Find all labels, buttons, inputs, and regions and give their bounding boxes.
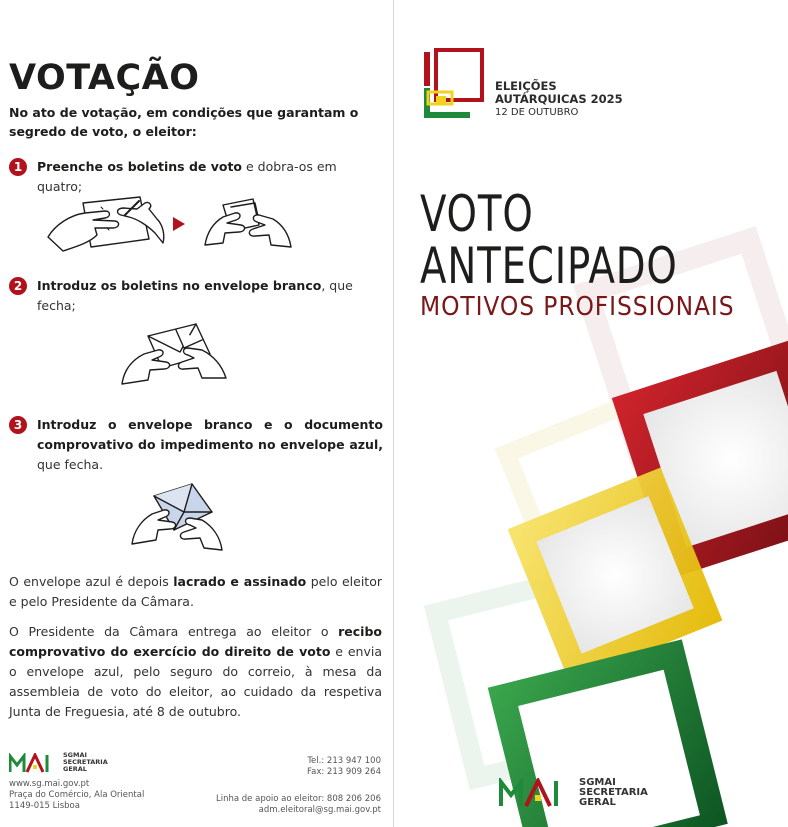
paragraph-bold-text: lacrado e assinado	[173, 574, 307, 589]
paragraph-text: pelo eleitor e pelo Presidente da Câmara.	[9, 574, 382, 609]
mai-logo-icon	[499, 778, 573, 808]
step-1	[9, 157, 383, 197]
fax-number: Fax: 213 909 264	[307, 767, 381, 777]
hands-white-envelope-icon	[118, 318, 230, 392]
sg-line3: GERAL	[63, 765, 87, 773]
mai-logo-large	[499, 778, 648, 808]
website-link[interactable]: www.sg.mai.gov.pt	[9, 779, 90, 789]
phone-number: Tel.: 213 947 100	[307, 756, 381, 766]
arrow-right-icon	[173, 217, 185, 231]
sg-line2: SECRETARIA	[579, 787, 648, 798]
mai-logo	[9, 752, 209, 773]
votacao-title: VOTAÇÃO	[9, 58, 200, 98]
hands-fill-ballot-icon	[45, 195, 295, 257]
sg-line3: GERAL	[579, 797, 616, 808]
step-number: 2	[9, 277, 27, 295]
elections-date: 12 DE OUTUBRO	[495, 107, 579, 118]
footer-right	[191, 756, 381, 816]
sg-line2: SECRETARIA	[63, 758, 108, 766]
footer-left	[9, 752, 209, 812]
intro-text: No ato de votação, em condições que garantam o segredo de voto, o eleitor:	[9, 105, 359, 139]
address-line2: 1149-015 Lisboa	[9, 801, 80, 811]
decorative-frames	[394, 0, 788, 827]
step-text: , que fecha;	[37, 278, 353, 313]
step-text: e dobra-os em quatro;	[37, 159, 337, 194]
mai-logo-icon	[9, 753, 59, 773]
subtitle: MOTIVOS PROFISSIONAIS	[420, 292, 735, 322]
left-panel	[0, 0, 393, 827]
paragraph-sealed	[9, 572, 382, 612]
sg-line1: SGMAI	[579, 777, 616, 788]
step-number: 1	[9, 158, 27, 176]
paragraph-bold-text: recibo comprovativo do exercício do direito de voto	[9, 624, 382, 659]
elections-line1: ELEIÇÕES	[495, 79, 557, 93]
email-link[interactable]: adm.eleitoral@sg.mai.gov.pt	[258, 805, 381, 815]
paragraph-text: O envelope azul é depois	[9, 574, 174, 589]
elections-label	[495, 80, 623, 119]
step-text: que fecha.	[37, 457, 104, 472]
step-bold-text: Introduz o envelope branco e o documento comprovativo do impedimento no envelope azul,	[37, 417, 383, 452]
elections-line2: AUTÁRQUICAS 2025	[495, 92, 623, 106]
title-line2: ANTECIPADO	[420, 237, 678, 295]
step-3	[9, 415, 383, 475]
hands-blue-envelope-icon	[128, 482, 226, 556]
elections-logo-icon	[422, 48, 486, 122]
step-number: 3	[9, 416, 27, 434]
right-panel	[394, 0, 788, 827]
step-2	[9, 276, 383, 316]
step-bold-text: Introduz os boletins no envelope branco	[37, 278, 322, 293]
paragraph-text: e envia o envelope azul, pelo seguro do correio, à mesa da assembleia de voto do eleitor, ao cuidado da respetiva Junta de Freguesia, até 8 de outubro.	[9, 644, 382, 719]
main-title	[420, 185, 678, 295]
step-bold-text: Preenche os boletins de voto	[37, 159, 243, 174]
paragraph-text: O Presidente da Câmara entrega ao eleitor o	[9, 624, 339, 639]
sg-line1: SGMAI	[63, 751, 87, 759]
title-line1: VOTO	[420, 185, 534, 243]
paragraph-receipt	[9, 622, 382, 722]
support-line: Linha de apoio ao eleitor: 808 206 206	[216, 794, 381, 804]
address-line1: Praça do Comércio, Ala Oriental	[9, 790, 145, 800]
